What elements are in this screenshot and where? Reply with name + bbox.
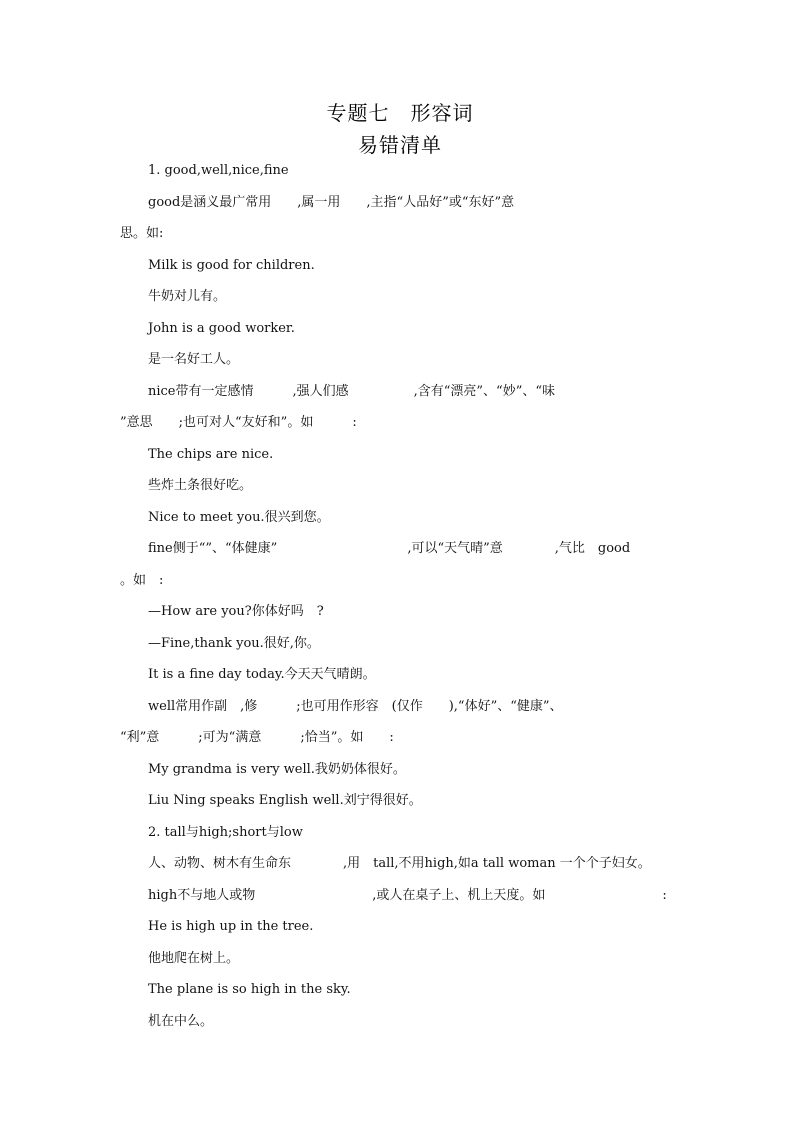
paragraph-line: 人、动物、树木有生命东 ,用 tall,不用high,如a tall woman 一个个子妇女。 (148, 856, 651, 871)
example-translation: 是一名好工人。 (148, 352, 240, 367)
example-sentence: Nice to meet you.很兴到您。 (148, 510, 330, 525)
paragraph-line: “利”意 ;可为“满意 ;恰当”。如 : (120, 730, 394, 745)
example-sentence: —Fine,thank you.很好,你。 (148, 636, 320, 651)
section-heading-2: 2. tall与high;short与low (148, 825, 303, 840)
section-heading-1: 1. good,well,nice,fine (148, 163, 289, 178)
example-sentence: The plane is so high in the sky. (148, 982, 351, 997)
paragraph-line: 。如 : (120, 573, 164, 588)
example-sentence: My grandma is very well.我奶奶体很好。 (148, 762, 406, 777)
page-subtitle: 易错清单 (358, 133, 442, 157)
example-sentence: He is high up in the tree. (148, 919, 314, 934)
paragraph-line: nice带有一定感情 ,强人们感 ,含有“漂亮”、“妙”、“味 (148, 384, 555, 399)
example-translation: 牛奶对儿有。 (148, 289, 227, 304)
paragraph-line: ”意思 ;也可对人“友好和”。如 : (120, 415, 357, 430)
example-sentence: John is a good worker. (148, 321, 295, 336)
example-sentence: Milk is good for children. (148, 258, 315, 273)
paragraph-line: 思。如: (120, 226, 164, 241)
paragraph-line: fine侧于“”、“体健康” ,可以“天气晴”意 ,气比 good (148, 541, 631, 556)
paragraph-line: high不与地人或物 ,或人在桌子上、机上天度。如 : (148, 888, 667, 903)
paragraph-line: good是涵义最广常用 ,属一用 ,主指“人品好”或“东好”意 (148, 195, 515, 210)
paragraph-line: well常用作副 ,修 ;也可用作形容 (仅作 ),“体好”、“健康”、 (148, 699, 563, 714)
example-sentence: —How are you?你体好吗 ? (148, 604, 324, 619)
example-translation: 他地爬在树上。 (148, 951, 240, 966)
example-sentence: The chips are nice. (148, 447, 274, 462)
example-sentence: Liu Ning speaks English well.刘宁得很好。 (148, 793, 422, 808)
example-translation: 些炸土条很好吃。 (148, 478, 253, 493)
example-sentence: It is a fine day today.今天天气晴朗。 (148, 667, 376, 682)
page-title: 专题七 形容词 (326, 101, 474, 125)
example-translation: 机在中么。 (148, 1014, 214, 1029)
